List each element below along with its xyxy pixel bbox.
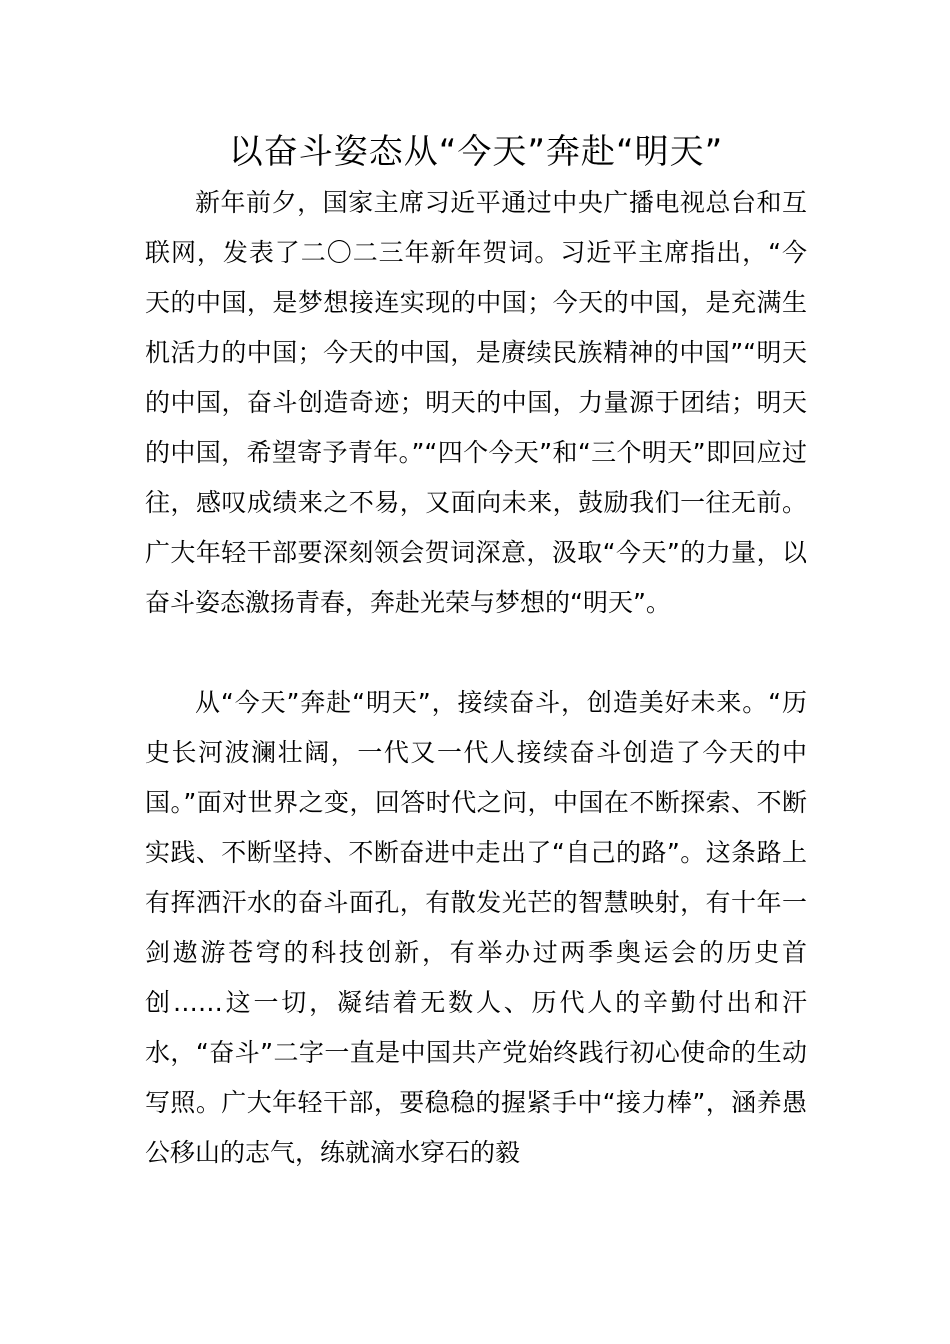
document-body [145,126,807,1178]
paragraph-2: 从“今天”奔赴“明天”，接续奋斗，创造美好未来。“历史长河波澜壮阔，一代又一代人接续奋斗创造了今天的中国。”面对世界之变，回答时代之问，中国在不断探索、不断实践、不断坚持、不断奋进中走出了“自己的路”。这条路上有挥洒汗水的奋斗面孔，有散发光芒的智慧映射，有十年一剑遨游苍穹的科技创新，有举办过两季奥运会的历史首创……这一切，凝结着无数人、历代人的辛勤付出和汗水，“奋斗”二字一直是中国共产党始终践行初心使命的生动写照。广大年轻干部，要稳稳的握紧手中“接力棒”，涵养愚公移山的志气，练就滴水穿石的毅 [145,688,807,1167]
paragraph-gap [145,628,807,678]
document-title: 以奋斗姿态从“今天”奔赴“明天” [228,132,724,172]
paragraph-1: 新年前夕，国家主席习近平通过中央广播电视总台和互联网，发表了二〇二三年新年贺词。习近平主席指出，“今天的中国，是梦想接连实现的中国；今天的中国，是充满生机活力的中国；今天的中国，是赓续民族精神的中国”“明天的中国，奋斗创造奇迹；明天的中国，力量源于团结；明天的中国，希望寄予青年。”“四个今天”和“三个明天”即回应过往，感叹成绩来之不易，又面向未来，鼓励我们一往无前。广大年轻干部要深刻领会贺词深意，汲取“今天”的力量，以奋斗姿态激扬青春，奔赴光荣与梦想的“明天”。 [145,188,807,617]
